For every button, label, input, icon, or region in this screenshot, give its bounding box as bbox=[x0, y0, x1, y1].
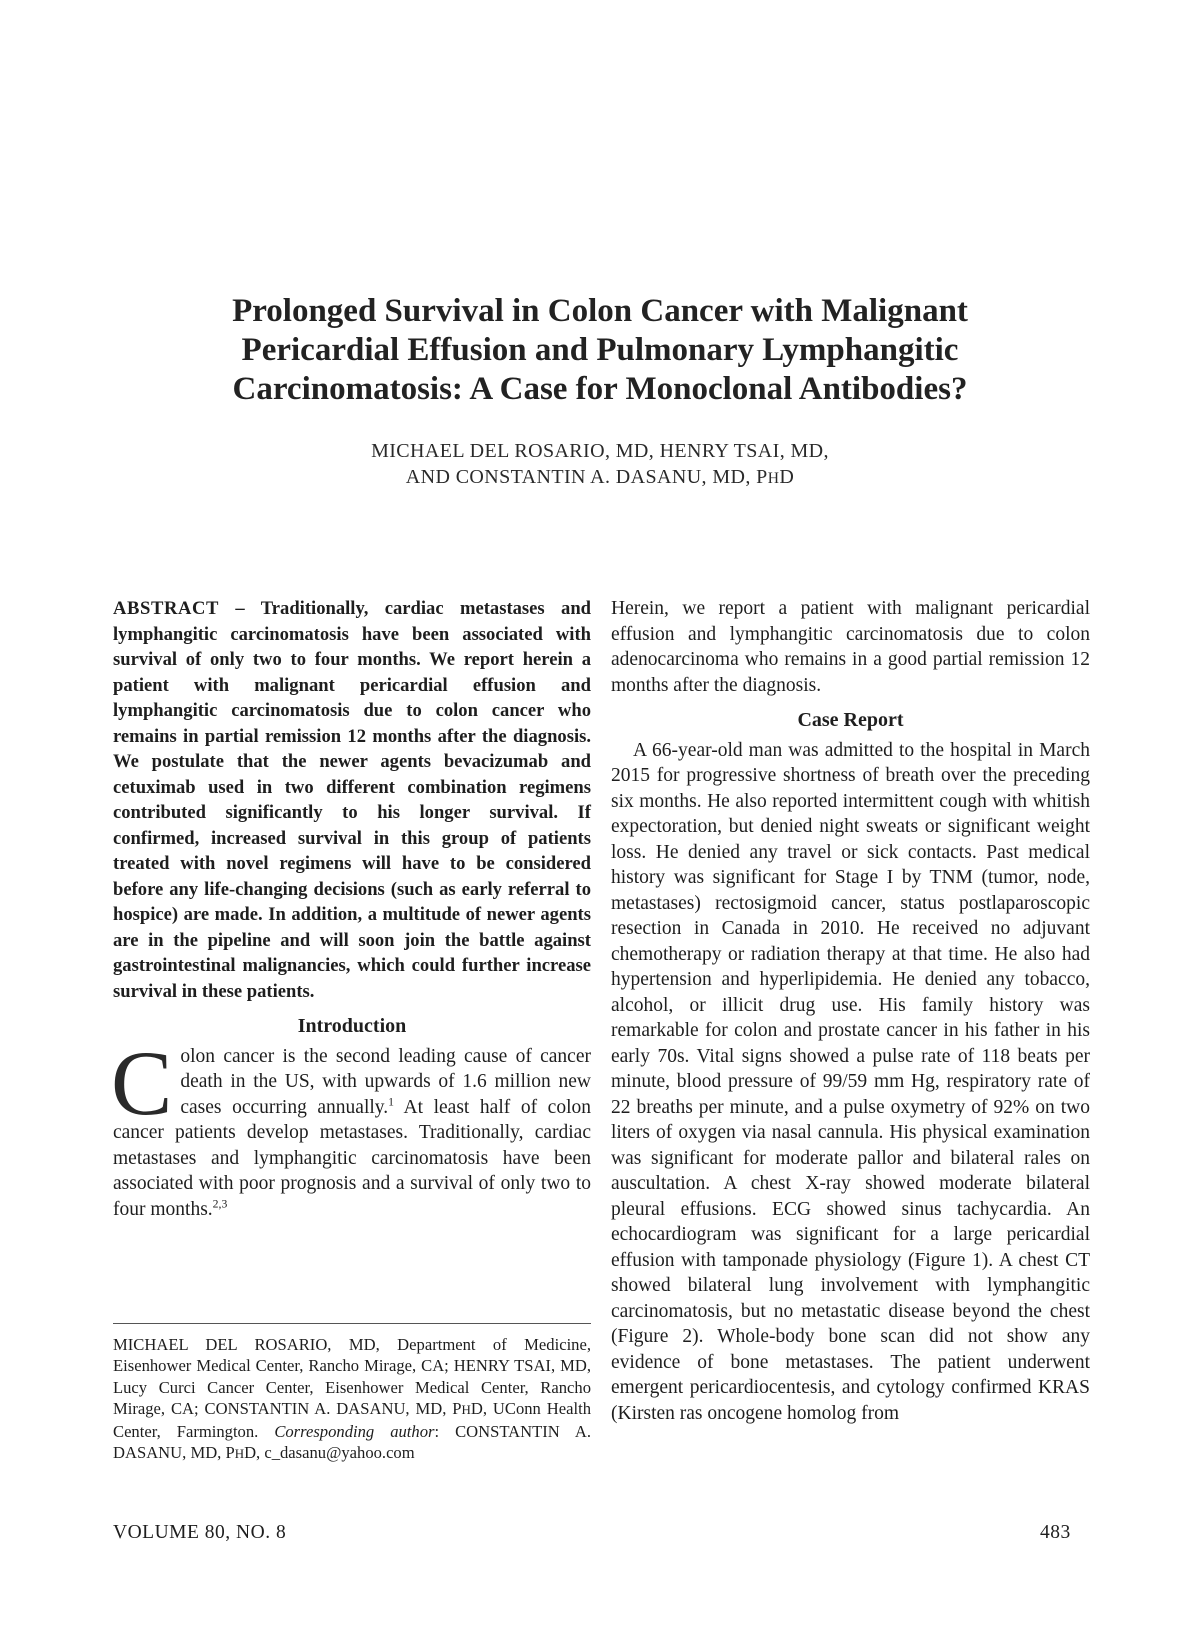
small-caps-text: H bbox=[234, 1446, 245, 1462]
author-line-2 bbox=[150, 464, 1050, 492]
author-line-2-main: AND CONSTANTIN A. DASANU, MD, P bbox=[405, 466, 768, 488]
author-degree-small-caps: H bbox=[767, 470, 780, 487]
text-run: At least half of colon cancer patients develop metastases. Traditionally, cardiac metastases and lymphangitic carcinomatosis have been associated with poor prognosis and a survival of only two to four months. bbox=[113, 1096, 591, 1220]
abstract-label: ABSTRACT bbox=[113, 598, 220, 619]
text-run: olon cancer is the second leading cause of cancer death in the US, with upwards of 1.6 million new cases occurring annually. bbox=[180, 1045, 591, 1118]
text-run: MICHAEL DEL ROSARIO, MD, Department of Medicine, Eisenhower Medical Center, Rancho Mirage, CA; HENRY TSAI, MD, Lucy Curci Cancer Center, Eisenhower Medical Center, Rancho Mirage, CA; CONSTANTIN A. DASANU, MD, P bbox=[113, 1335, 591, 1419]
page-number: 483 bbox=[1040, 1522, 1071, 1543]
small-caps-text: H bbox=[461, 1402, 471, 1418]
intro-continuation-paragraph: Herein, we report a patient with malignant pericardial effusion and lymphangitic carcinomatosis due to colon adenocarcinoma who remains in a good partial remission 12 months after the diagnosis. bbox=[611, 598, 1090, 696]
author-line-2-tail: D bbox=[779, 466, 795, 488]
drop-cap: C bbox=[111, 1031, 173, 1134]
reference-superscript: 1 bbox=[388, 1095, 395, 1108]
right-column bbox=[611, 596, 1090, 1426]
text-run: D, UConn Health Center, Farmington. bbox=[113, 1399, 591, 1441]
introduction-body bbox=[111, 1031, 591, 1220]
italic-text: Corresponding author bbox=[274, 1421, 435, 1441]
author-list bbox=[150, 438, 1050, 492]
author-line-1: MICHAEL DEL ROSARIO, MD, HENRY TSAI, MD, bbox=[371, 440, 829, 462]
introduction-heading: Introduction bbox=[297, 1015, 407, 1037]
author-affiliations-footnote bbox=[113, 1334, 591, 1464]
case-report-heading: Case Report bbox=[797, 709, 904, 731]
article-title: Prolonged Survival in Colon Cancer with Malignant Pericardial Effusion and Pulmonary Lymphangitic Carcinomatosis: A Case for Monoclonal Antibodies? bbox=[232, 293, 968, 407]
text-run: : CONSTANTIN A. DASANU, MD, P bbox=[113, 1421, 591, 1463]
abstract bbox=[113, 596, 591, 1004]
abstract-text: – Traditionally, cardiac metastases and lymphangitic carcinomatosis have been associated with survival of only two to four months. We report herein a patient with malignant pericardial effusion and lymphangitic carcinomatosis due to colon cancer who remains in partial remission 12 months after the diagnosis. We postulate that the newer agents bevacizumab and cetuximab used in two different combination regimens contributed significantly to his longer survival. If confirmed, increased survival in this group of patients treated with novel regimens will have to be considered before any life-changing decisions (such as early referral to hospice) are made. In addition, a multitude of newer agents are in the pipeline and will soon join the battle against gastrointestinal malignancies, which could further increase survival in these patients. bbox=[113, 598, 591, 1002]
affiliations-text bbox=[113, 1334, 591, 1464]
text-run: D, c_dasanu@yahoo.com bbox=[244, 1443, 415, 1463]
case-report-paragraph: A 66-year-old man was admitted to the hospital in March 2015 for progressive shortness of breath over the preceding six months. He also reported intermittent cough with whitish expectoration, but denied night sweats or significant weight loss. He denied any travel or sick contacts. Past medical history was significant for Stage I by TNM (tumor, node, metastases) rectosigmoid cancer, status postlaparoscopic resection in Canada in 2010. He received no adjuvant chemotherapy or radiation therapy at that time. He also had hypertension and hyperlipidemia. He denied any tobacco, alcohol, or illicit drug use. His family history was remarkable for colon and prostate cancer in his father in his early 70s. Vital signs showed a pulse rate of 118 beats per minute, blood pressure of 99/59 mm Hg, respiratory rate of 22 breaths per minute, and a pulse oxymetry of 92% on two liters of oxygen via nasal cannula. His physical examination was significant for moderate pallor and bilateral rales on auscultation. A chest X-ray showed moderate bilateral pleural effusions. ECG showed sinus tachycardia. An echocardiogram was significant for a large pericardial effusion with tamponade physiology (Figure 1). A chest CT showed bilateral lung involvement with lymphangitic carcinomatosis, but no metastatic disease beyond the chest (Figure 2). Whole-body bone scan did not show any evidence of bone metastases. The patient underwent emergent pericardiocentesis, and cytology confirmed KRAS (Kirsten ras oncogene homolog from bbox=[611, 739, 1090, 1424]
left-column bbox=[113, 596, 591, 1222]
introduction-paragraph bbox=[111, 1031, 591, 1223]
footnote-divider bbox=[113, 1323, 591, 1324]
reference-superscript: 2,3 bbox=[212, 1197, 228, 1210]
journal-volume: VOLUME 80, NO. 8 bbox=[113, 1522, 287, 1543]
